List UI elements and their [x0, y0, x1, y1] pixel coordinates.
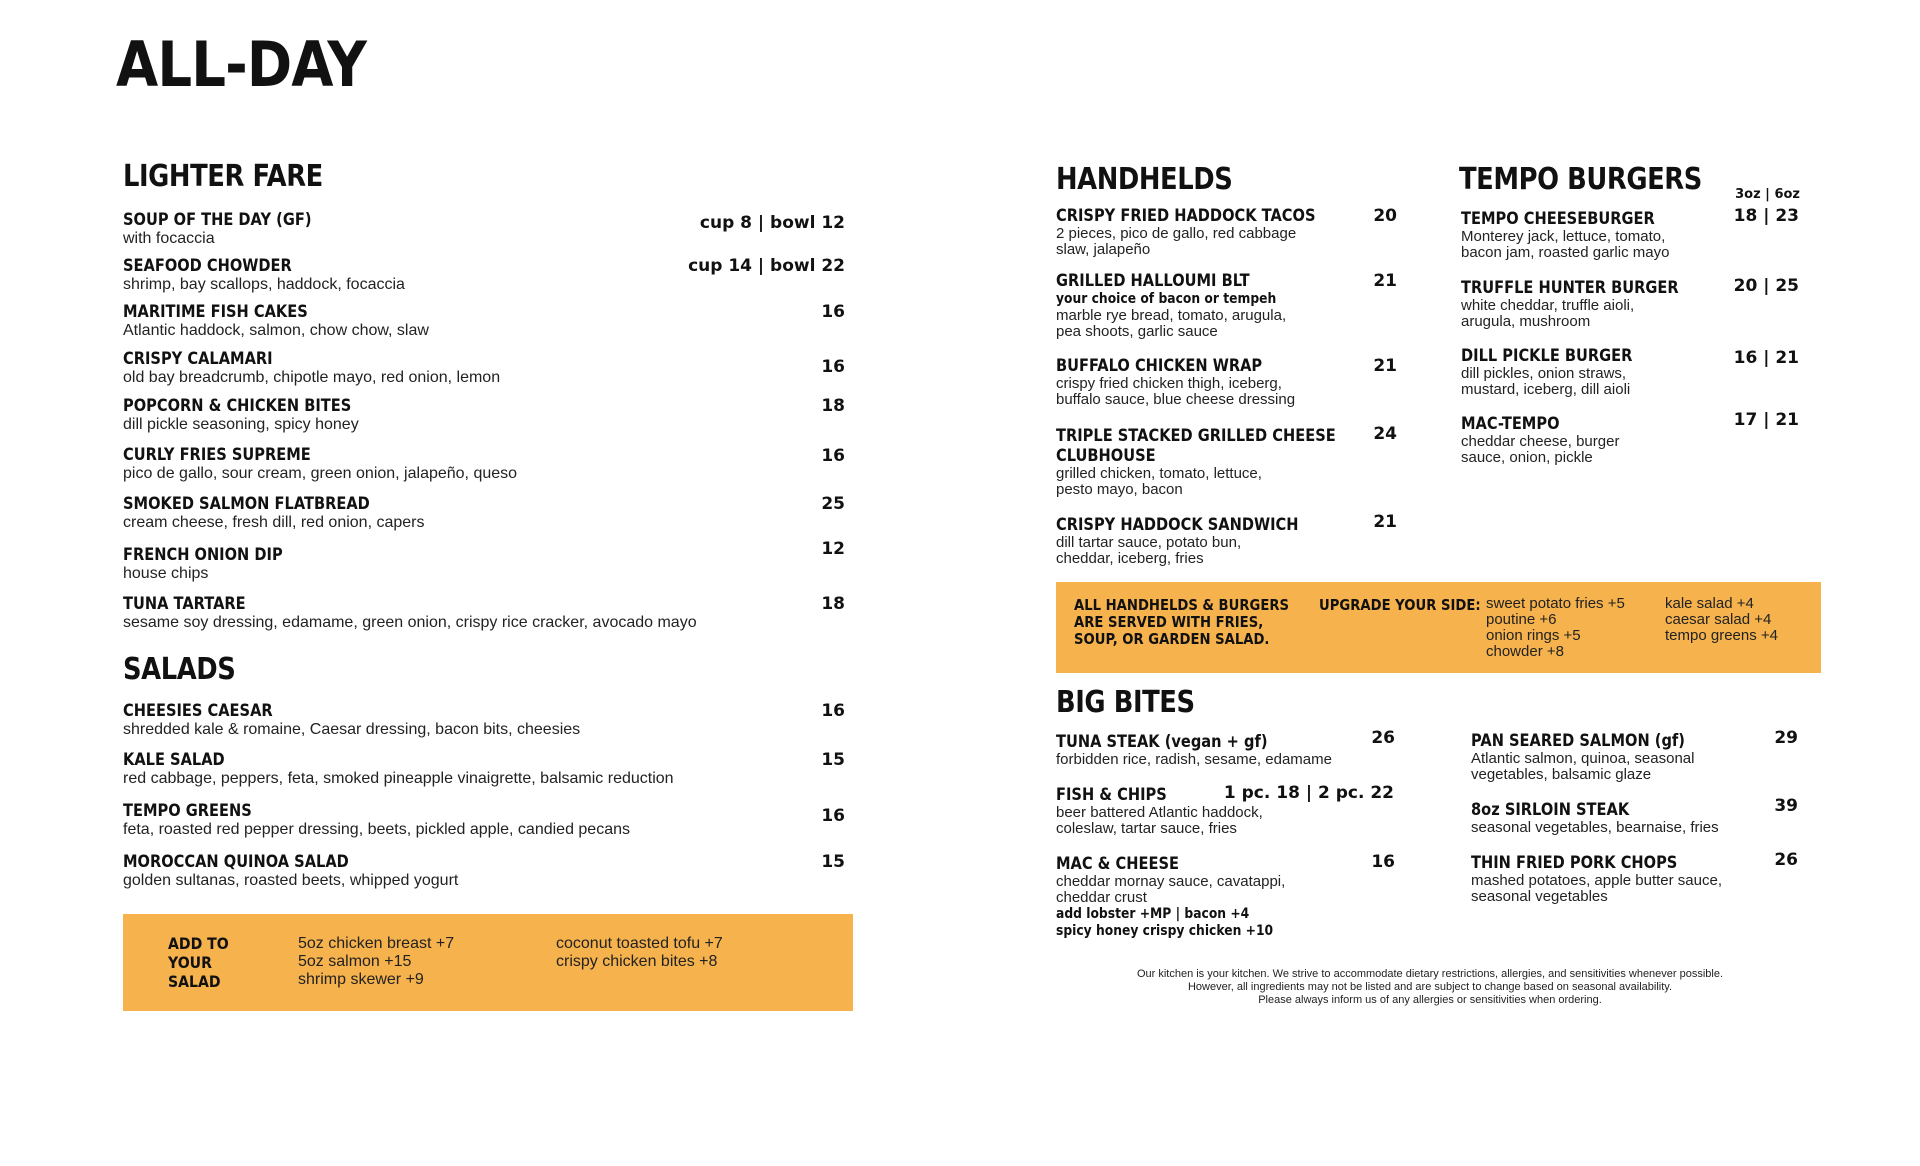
menu-item	[123, 349, 500, 386]
item-price: 20	[1373, 206, 1397, 226]
item-description: dill pickle seasoning, spicy honey	[123, 416, 359, 433]
addon-option: 5oz chicken breast +7	[298, 935, 455, 952]
footnote-line: However, all ingredients may not be listed and are subject to change based on seasonal availability.	[1187, 981, 1673, 993]
item-price: 18 | 23	[1733, 206, 1799, 226]
item-price: 21	[1373, 356, 1397, 376]
addon-label-line: SALAD	[168, 972, 221, 991]
item-name: TRUFFLE HUNTER BURGER	[1461, 278, 1679, 298]
item-price: 26	[1371, 728, 1395, 748]
item-description: mashed potatoes, apple butter sauce,	[1471, 872, 1723, 889]
menu-item	[123, 701, 580, 738]
sides-upgrade-banner	[1056, 582, 1821, 673]
handhelds-title: HANDHELDS	[1056, 162, 1233, 197]
item-description: slaw, jalapeño	[1056, 241, 1151, 258]
item-name-continued: CLUBHOUSE	[1056, 446, 1156, 466]
item-description: beer battered Atlantic haddock,	[1056, 804, 1263, 821]
menu-item	[123, 210, 342, 247]
item-price: cup 8 | bowl 12	[699, 213, 845, 233]
item-description: dill pickles, onion straws,	[1461, 365, 1627, 382]
item-description: dill tartar sauce, potato bun,	[1056, 534, 1242, 551]
item-description: red cabbage, peppers, feta, smoked pineapple vinaigrette, balsamic reduction	[123, 770, 674, 787]
menu-item	[123, 494, 424, 531]
page-title: ALL-DAY	[116, 28, 367, 101]
burgers-title: TEMPO BURGERS	[1459, 162, 1702, 197]
item-price: 16	[821, 806, 845, 826]
item-name: MAC-TEMPO	[1461, 414, 1560, 434]
addon-option: shrimp skewer +9	[298, 971, 424, 988]
side-option: sweet potato fries +5	[1486, 595, 1625, 612]
item-option: your choice of bacon or tempeh	[1056, 291, 1277, 307]
item-description: marble rye bread, tomato, arugula,	[1056, 307, 1287, 324]
item-description: house chips	[123, 565, 209, 582]
item-name: GRILLED HALLOUMI BLT	[1056, 271, 1250, 291]
item-name: SMOKED SALMON FLATBREAD	[123, 494, 370, 514]
served-with-line: SOUP, OR GARDEN SALAD.	[1074, 630, 1270, 648]
item-description: Atlantic haddock, salmon, chow chow, slaw	[123, 322, 429, 339]
item-addon: spicy honey crispy chicken +10	[1056, 923, 1274, 939]
menu-item	[123, 852, 458, 889]
addon-option: 5oz salmon +15	[298, 953, 412, 970]
item-price: 16	[821, 302, 845, 322]
menu-item	[1056, 271, 1306, 340]
item-name: CRISPY HADDOCK SANDWICH	[1056, 515, 1299, 535]
menu-item	[1056, 854, 1303, 940]
item-description: mustard, iceberg, dill aioli	[1461, 381, 1631, 398]
addon-label-line: YOUR	[168, 953, 212, 972]
item-price: 16 | 21	[1733, 348, 1799, 368]
menu-item	[1471, 853, 1722, 905]
menu-item	[123, 396, 388, 433]
menu-item	[1461, 278, 1714, 330]
footnote-line: Please always inform us of any allergies or sensitivities when ordering.	[1258, 994, 1602, 1006]
item-name: BUFFALO CHICKEN WRAP	[1056, 356, 1263, 376]
item-price: 18	[821, 594, 845, 614]
menu-item	[123, 256, 405, 293]
served-with-line: ARE SERVED WITH FRIES,	[1074, 613, 1264, 631]
side-option: caesar salad +4	[1665, 611, 1772, 628]
item-price: 17 | 21	[1733, 410, 1799, 430]
item-description: white cheddar, truffle aioli,	[1461, 297, 1635, 314]
item-name: DILL PICKLE BURGER	[1461, 346, 1633, 366]
item-description: shredded kale & romaine, Caesar dressing, bacon bits, cheesies	[123, 721, 581, 738]
item-price: 29	[1774, 728, 1798, 748]
item-price: 39	[1774, 796, 1798, 816]
menu-item	[1056, 426, 1381, 498]
menu-item	[1056, 515, 1338, 567]
item-description: seasonal vegetables, bearnaise, fries	[1471, 819, 1719, 836]
footnote-line: Our kitchen is your kitchen. We strive to accommodate dietary restrictions, allergies, and sensitivities whenever possible.	[1136, 968, 1724, 980]
item-name: POPCORN & CHICKEN BITES	[123, 396, 352, 416]
menu-item	[1471, 800, 1719, 836]
item-description: cheddar cheese, burger	[1461, 433, 1620, 450]
item-description: sauce, onion, pickle	[1461, 449, 1593, 466]
item-description: cheddar, iceberg, fries	[1056, 550, 1204, 567]
lighter-fare-title: LIGHTER FARE	[123, 159, 323, 194]
addon-option: coconut toasted tofu +7	[556, 935, 723, 952]
item-price: 18	[821, 396, 845, 416]
menu-item	[1461, 209, 1686, 261]
item-name: 8oz SIRLOIN STEAK	[1471, 800, 1630, 820]
item-description: coleslaw, tartar sauce, fries	[1056, 820, 1237, 837]
item-name: CHEESIES CAESAR	[123, 701, 273, 721]
item-name: MAC & CHEESE	[1056, 854, 1179, 874]
item-price: 20 | 25	[1733, 276, 1799, 296]
item-name: FRENCH ONION DIP	[123, 545, 283, 565]
item-price: 21	[1373, 271, 1397, 291]
item-name: CURLY FRIES SUPREME	[123, 445, 311, 465]
item-description: crispy fried chicken thigh, iceberg,	[1056, 375, 1282, 392]
item-price: 15	[821, 750, 845, 770]
item-name: THIN FRIED PORK CHOPS	[1471, 853, 1678, 873]
item-description: vegetables, balsamic glaze	[1471, 766, 1652, 783]
item-name: MOROCCAN QUINOA SALAD	[123, 852, 349, 872]
size-header: 3oz | 6oz	[1735, 187, 1800, 202]
big-bites-title: BIG BITES	[1056, 685, 1195, 720]
item-description: sesame soy dressing, edamame, green onion, crispy rice cracker, avocado mayo	[123, 614, 697, 631]
item-description: grilled chicken, tomato, lettuce,	[1056, 465, 1262, 482]
item-price: 15	[821, 852, 845, 872]
item-name: KALE SALAD	[123, 750, 225, 770]
menu-item	[1056, 732, 1332, 768]
item-description: forbidden rice, radish, sesame, edamame	[1056, 751, 1332, 768]
item-price: cup 14 | bowl 22	[688, 256, 845, 276]
item-price: 26	[1774, 850, 1798, 870]
item-description: pea shoots, garlic sauce	[1056, 323, 1218, 340]
item-description: cream cheese, fresh dill, red onion, capers	[123, 514, 425, 531]
addon-label-line: ADD TO	[168, 934, 229, 953]
item-description: shrimp, bay scallops, haddock, focaccia	[123, 276, 405, 293]
upgrade-label: UPGRADE YOUR SIDE:	[1319, 596, 1481, 614]
item-description: buffalo sauce, blue cheese dressing	[1056, 391, 1296, 408]
item-description: bacon jam, roasted garlic mayo	[1461, 244, 1670, 261]
menu-item	[123, 801, 630, 838]
menu-item	[1461, 414, 1619, 466]
item-price: 21	[1373, 512, 1397, 532]
item-name: PAN SEARED SALMON (gf)	[1471, 731, 1685, 751]
item-name: CRISPY FRIED HADDOCK TACOS	[1056, 206, 1316, 226]
item-name: TRIPLE STACKED GRILLED CHEESE	[1056, 426, 1336, 446]
item-description: cheddar mornay sauce, cavatappi,	[1056, 873, 1286, 890]
item-name: TUNA TARTARE	[123, 594, 246, 614]
menu-item	[1056, 206, 1358, 258]
item-description: Monterey jack, lettuce, tomato,	[1461, 228, 1666, 245]
allergy-footnote	[1030, 968, 1830, 1007]
menu-item	[1471, 731, 1720, 783]
item-description: 2 pieces, pico de gallo, red cabbage	[1056, 225, 1297, 242]
item-description: old bay breadcrumb, chipotle mayo, red onion, lemon	[123, 369, 501, 386]
salads-title: SALADS	[123, 652, 236, 687]
item-name: TEMPO GREENS	[123, 801, 252, 821]
item-description: Atlantic salmon, quinoa, seasonal	[1471, 750, 1695, 767]
item-name: TUNA STEAK (vegan + gf)	[1056, 732, 1268, 752]
item-description: with focaccia	[123, 230, 215, 247]
item-name: CRISPY CALAMARI	[123, 349, 273, 369]
item-price: 25	[821, 494, 845, 514]
side-option: onion rings +5	[1486, 627, 1581, 644]
item-name: TEMPO CHEESEBURGER	[1461, 209, 1655, 229]
menu-item	[123, 302, 429, 339]
item-price: 16	[821, 446, 845, 466]
side-option: poutine +6	[1486, 611, 1557, 628]
salad-addon-banner	[123, 914, 853, 1011]
item-description: seasonal vegetables	[1471, 888, 1608, 905]
menu-item	[123, 594, 697, 631]
served-with-line: ALL HANDHELDS & BURGERS	[1074, 596, 1290, 614]
menu-item	[123, 545, 309, 582]
item-name: SOUP OF THE DAY (GF)	[123, 210, 312, 230]
side-option: chowder +8	[1486, 643, 1564, 660]
item-name: SEAFOOD CHOWDER	[123, 256, 292, 276]
item-description: pico de gallo, sour cream, green onion, jalapeño, queso	[123, 465, 518, 482]
menu-item	[1461, 346, 1660, 398]
addon-option: crispy chicken bites +8	[556, 953, 718, 970]
item-price: 1 pc. 18 | 2 pc. 22	[1223, 783, 1394, 803]
item-description: feta, roasted red pepper dressing, beets, pickled apple, candied pecans	[123, 821, 630, 838]
menu-item	[123, 445, 517, 482]
item-description: golden sultanas, roasted beets, whipped yogurt	[123, 872, 459, 889]
item-price: 24	[1373, 424, 1397, 444]
item-price: 16	[821, 357, 845, 377]
item-price: 16	[1371, 852, 1395, 872]
item-description: arugula, mushroom	[1461, 313, 1591, 330]
item-description: pesto mayo, bacon	[1056, 481, 1183, 498]
side-option: tempo greens +4	[1665, 627, 1778, 644]
item-price: 12	[821, 539, 845, 559]
item-price: 16	[821, 701, 845, 721]
item-name: FISH & CHIPS	[1056, 785, 1167, 805]
item-description: cheddar crust	[1056, 889, 1147, 906]
item-name: MARITIME FISH CAKES	[123, 302, 308, 322]
menu-item	[123, 750, 674, 787]
item-addon: add lobster +MP | bacon +4	[1056, 906, 1250, 922]
side-option: kale salad +4	[1665, 595, 1754, 612]
menu-item	[1056, 356, 1296, 408]
